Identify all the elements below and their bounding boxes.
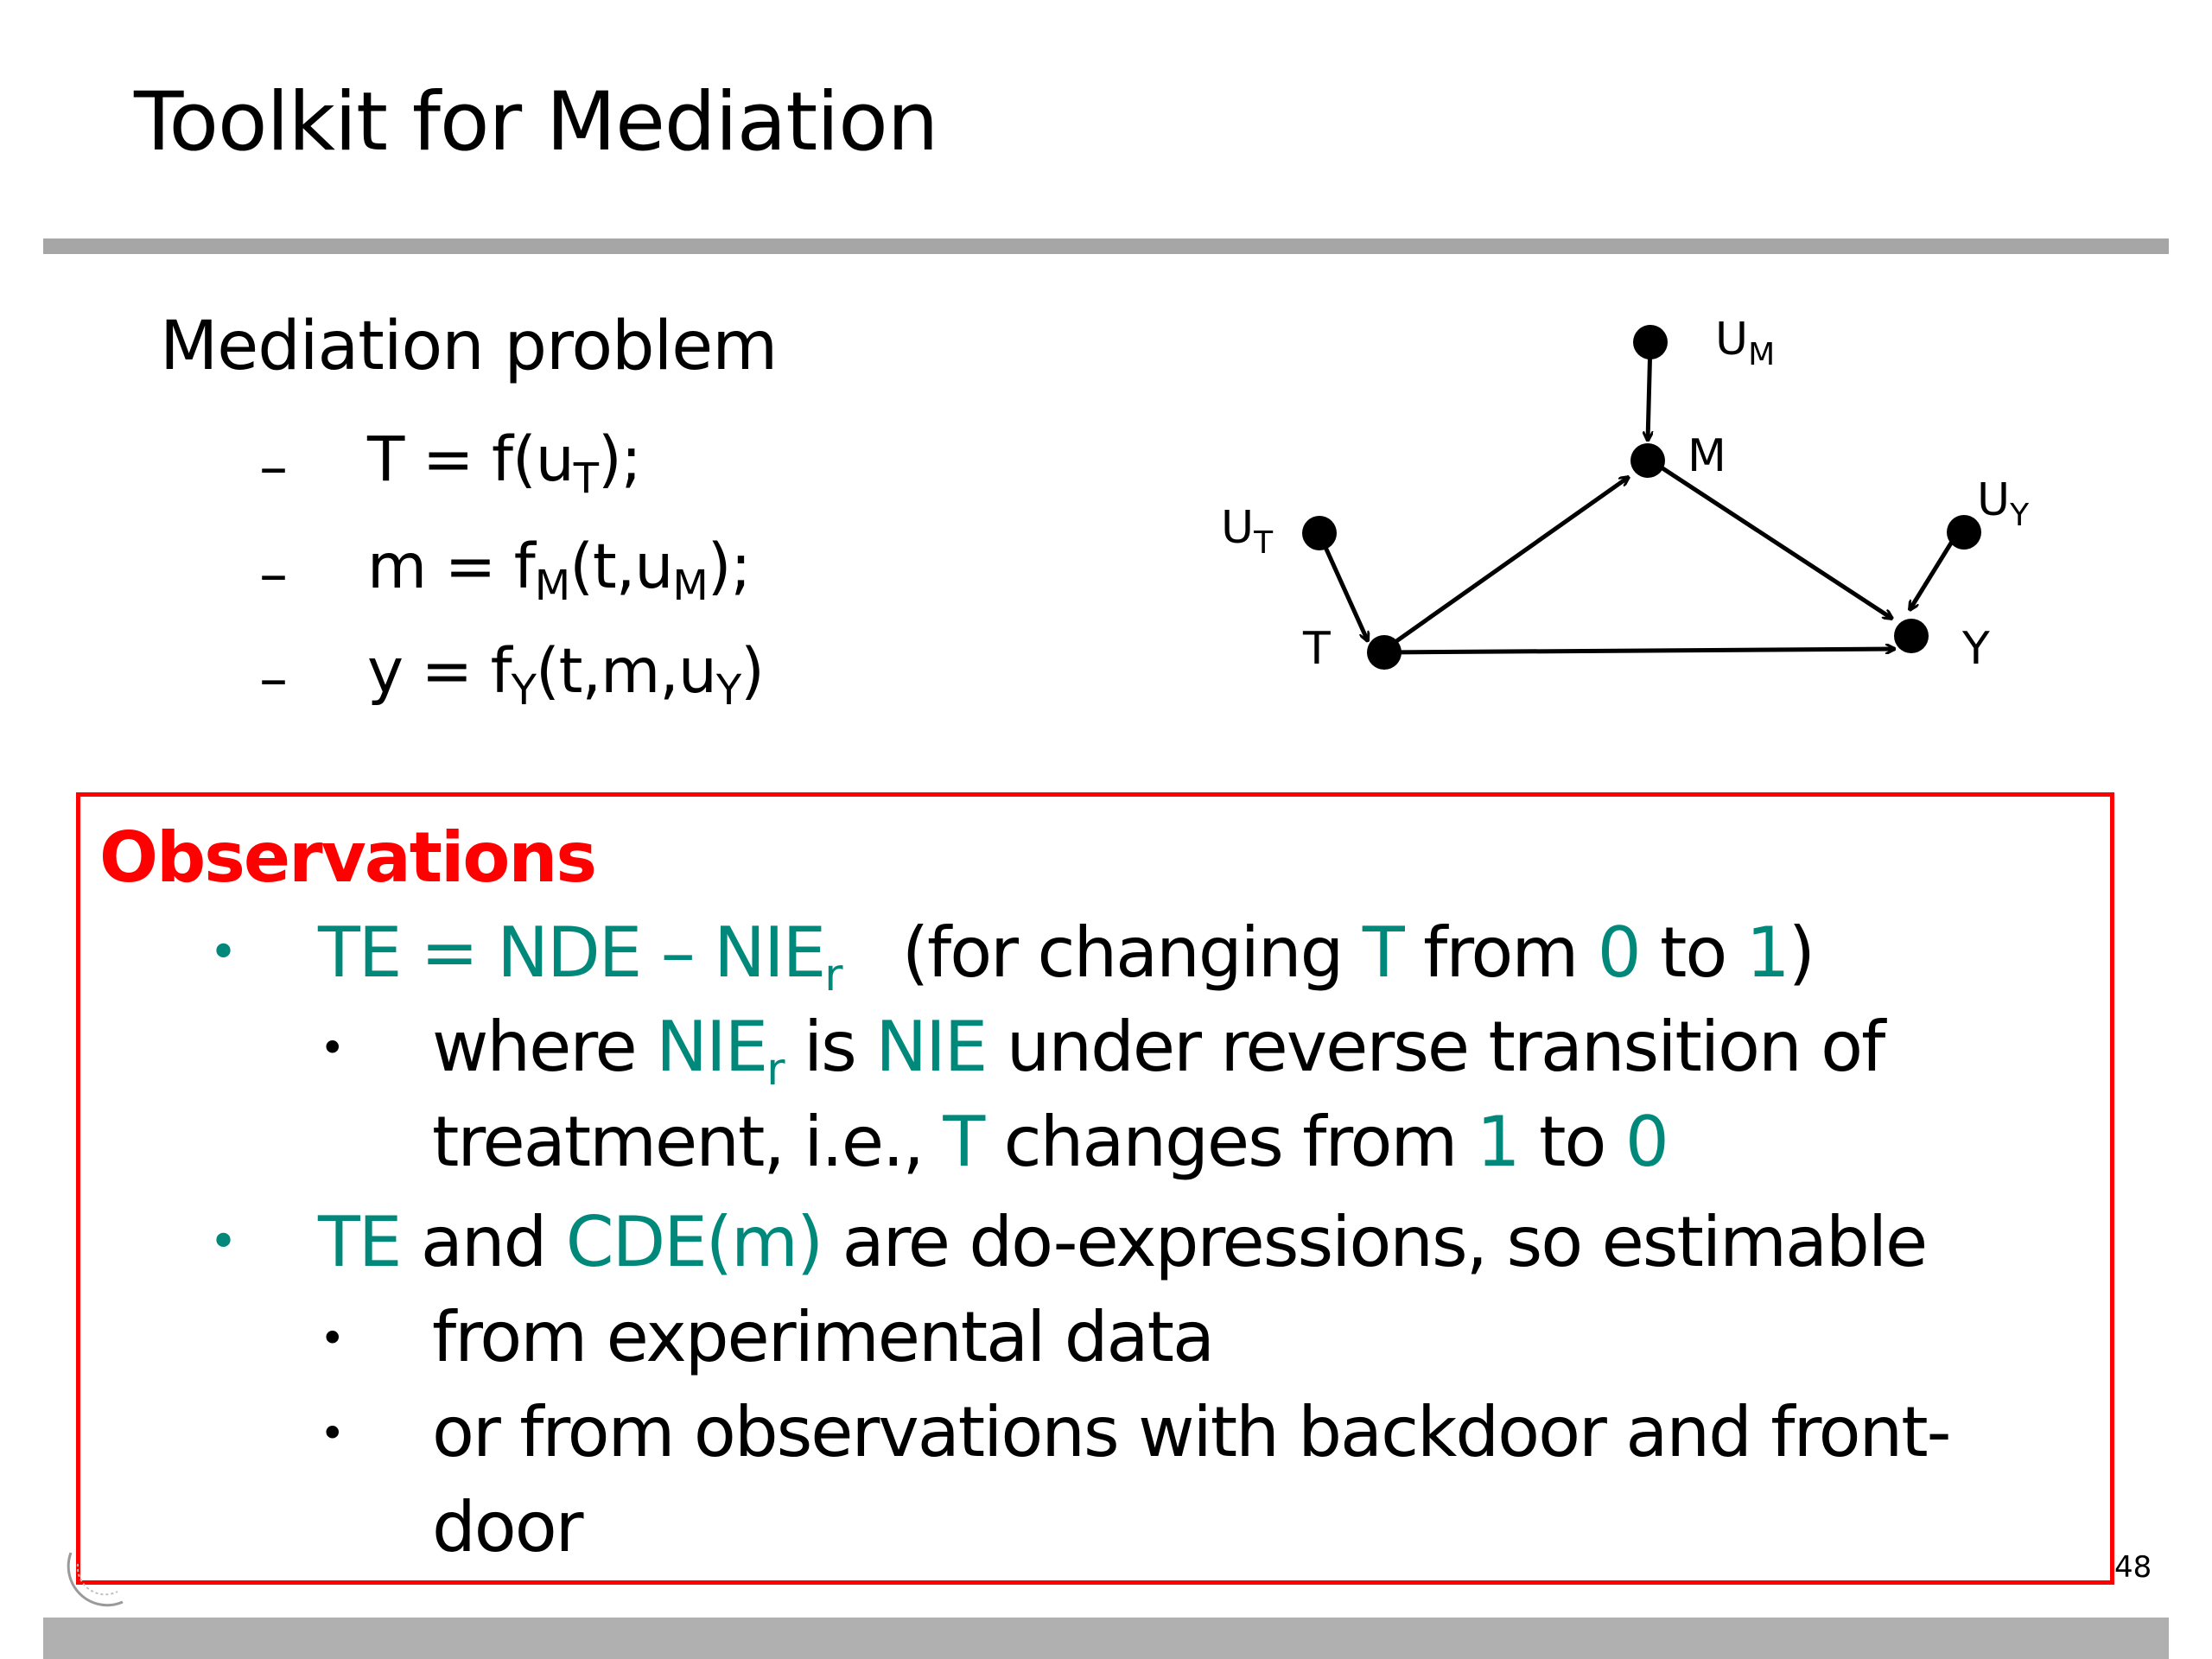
node-m	[1630, 443, 1665, 478]
title-divider	[43, 238, 2169, 254]
bullet: •	[209, 1214, 238, 1270]
node-um	[1633, 325, 1668, 359]
observation-te-decomposition: TE = NDE – $NIE_r$ (for changing T from 0 to 1)	[318, 912, 1814, 1001]
page-number: 48	[2114, 1550, 2152, 1585]
observation-nie-r-definition: where $NIE_r$ is NIE under reverse transition of	[432, 1007, 1885, 1096]
list-dash: –	[259, 541, 288, 607]
footer-bar	[43, 1618, 2169, 1659]
list-dash: –	[259, 434, 288, 500]
edge-m-y	[1652, 461, 1892, 619]
node-y	[1894, 619, 1929, 653]
label-m: M	[1688, 430, 1726, 482]
observation-do-expressions: TE and CDE(m) are do-expressions, so estimable	[318, 1202, 1927, 1282]
observations-heading: Observations	[99, 817, 595, 898]
equation-m: $m = f_M(t,u_M)$;	[367, 531, 751, 610]
node-ut	[1302, 516, 1337, 550]
edge-t-y	[1386, 649, 1895, 652]
label-ut: $U_T$	[1221, 502, 1274, 561]
university-seal-icon	[62, 1548, 149, 1609]
equation-y: $y = f_Y(t,m,u_Y)$	[367, 635, 764, 715]
sub-bullet: •	[320, 1023, 346, 1073]
sub-bullet: •	[320, 1313, 346, 1363]
edge-uy-y	[1910, 537, 1955, 610]
section-heading: Mediation problem	[160, 308, 778, 385]
equation-t: $T = f(u_T)$;	[367, 423, 641, 503]
bullet: •	[209, 925, 238, 981]
label-uy: $U_Y$	[1977, 474, 2030, 533]
edge-t-m	[1384, 477, 1629, 650]
observation-backdoor-continued: door	[432, 1487, 582, 1567]
node-t	[1367, 635, 1402, 670]
observation-nie-r-continued: treatment, i.e., T changes from 1 to 0	[432, 1102, 1668, 1182]
label-t: T	[1303, 623, 1331, 675]
slide-title: Toolkit for Mediation	[134, 75, 938, 169]
node-uy	[1947, 515, 1981, 550]
mediation-dag	[1192, 302, 2091, 700]
label-um: $U_M$	[1715, 314, 1776, 372]
observation-backdoor: or from observations with backdoor and front-	[432, 1392, 1950, 1472]
sub-bullet: •	[320, 1408, 346, 1459]
list-dash: –	[259, 645, 288, 712]
observation-experimental: from experimental data	[432, 1297, 1213, 1377]
label-y: Y	[1962, 623, 1990, 675]
